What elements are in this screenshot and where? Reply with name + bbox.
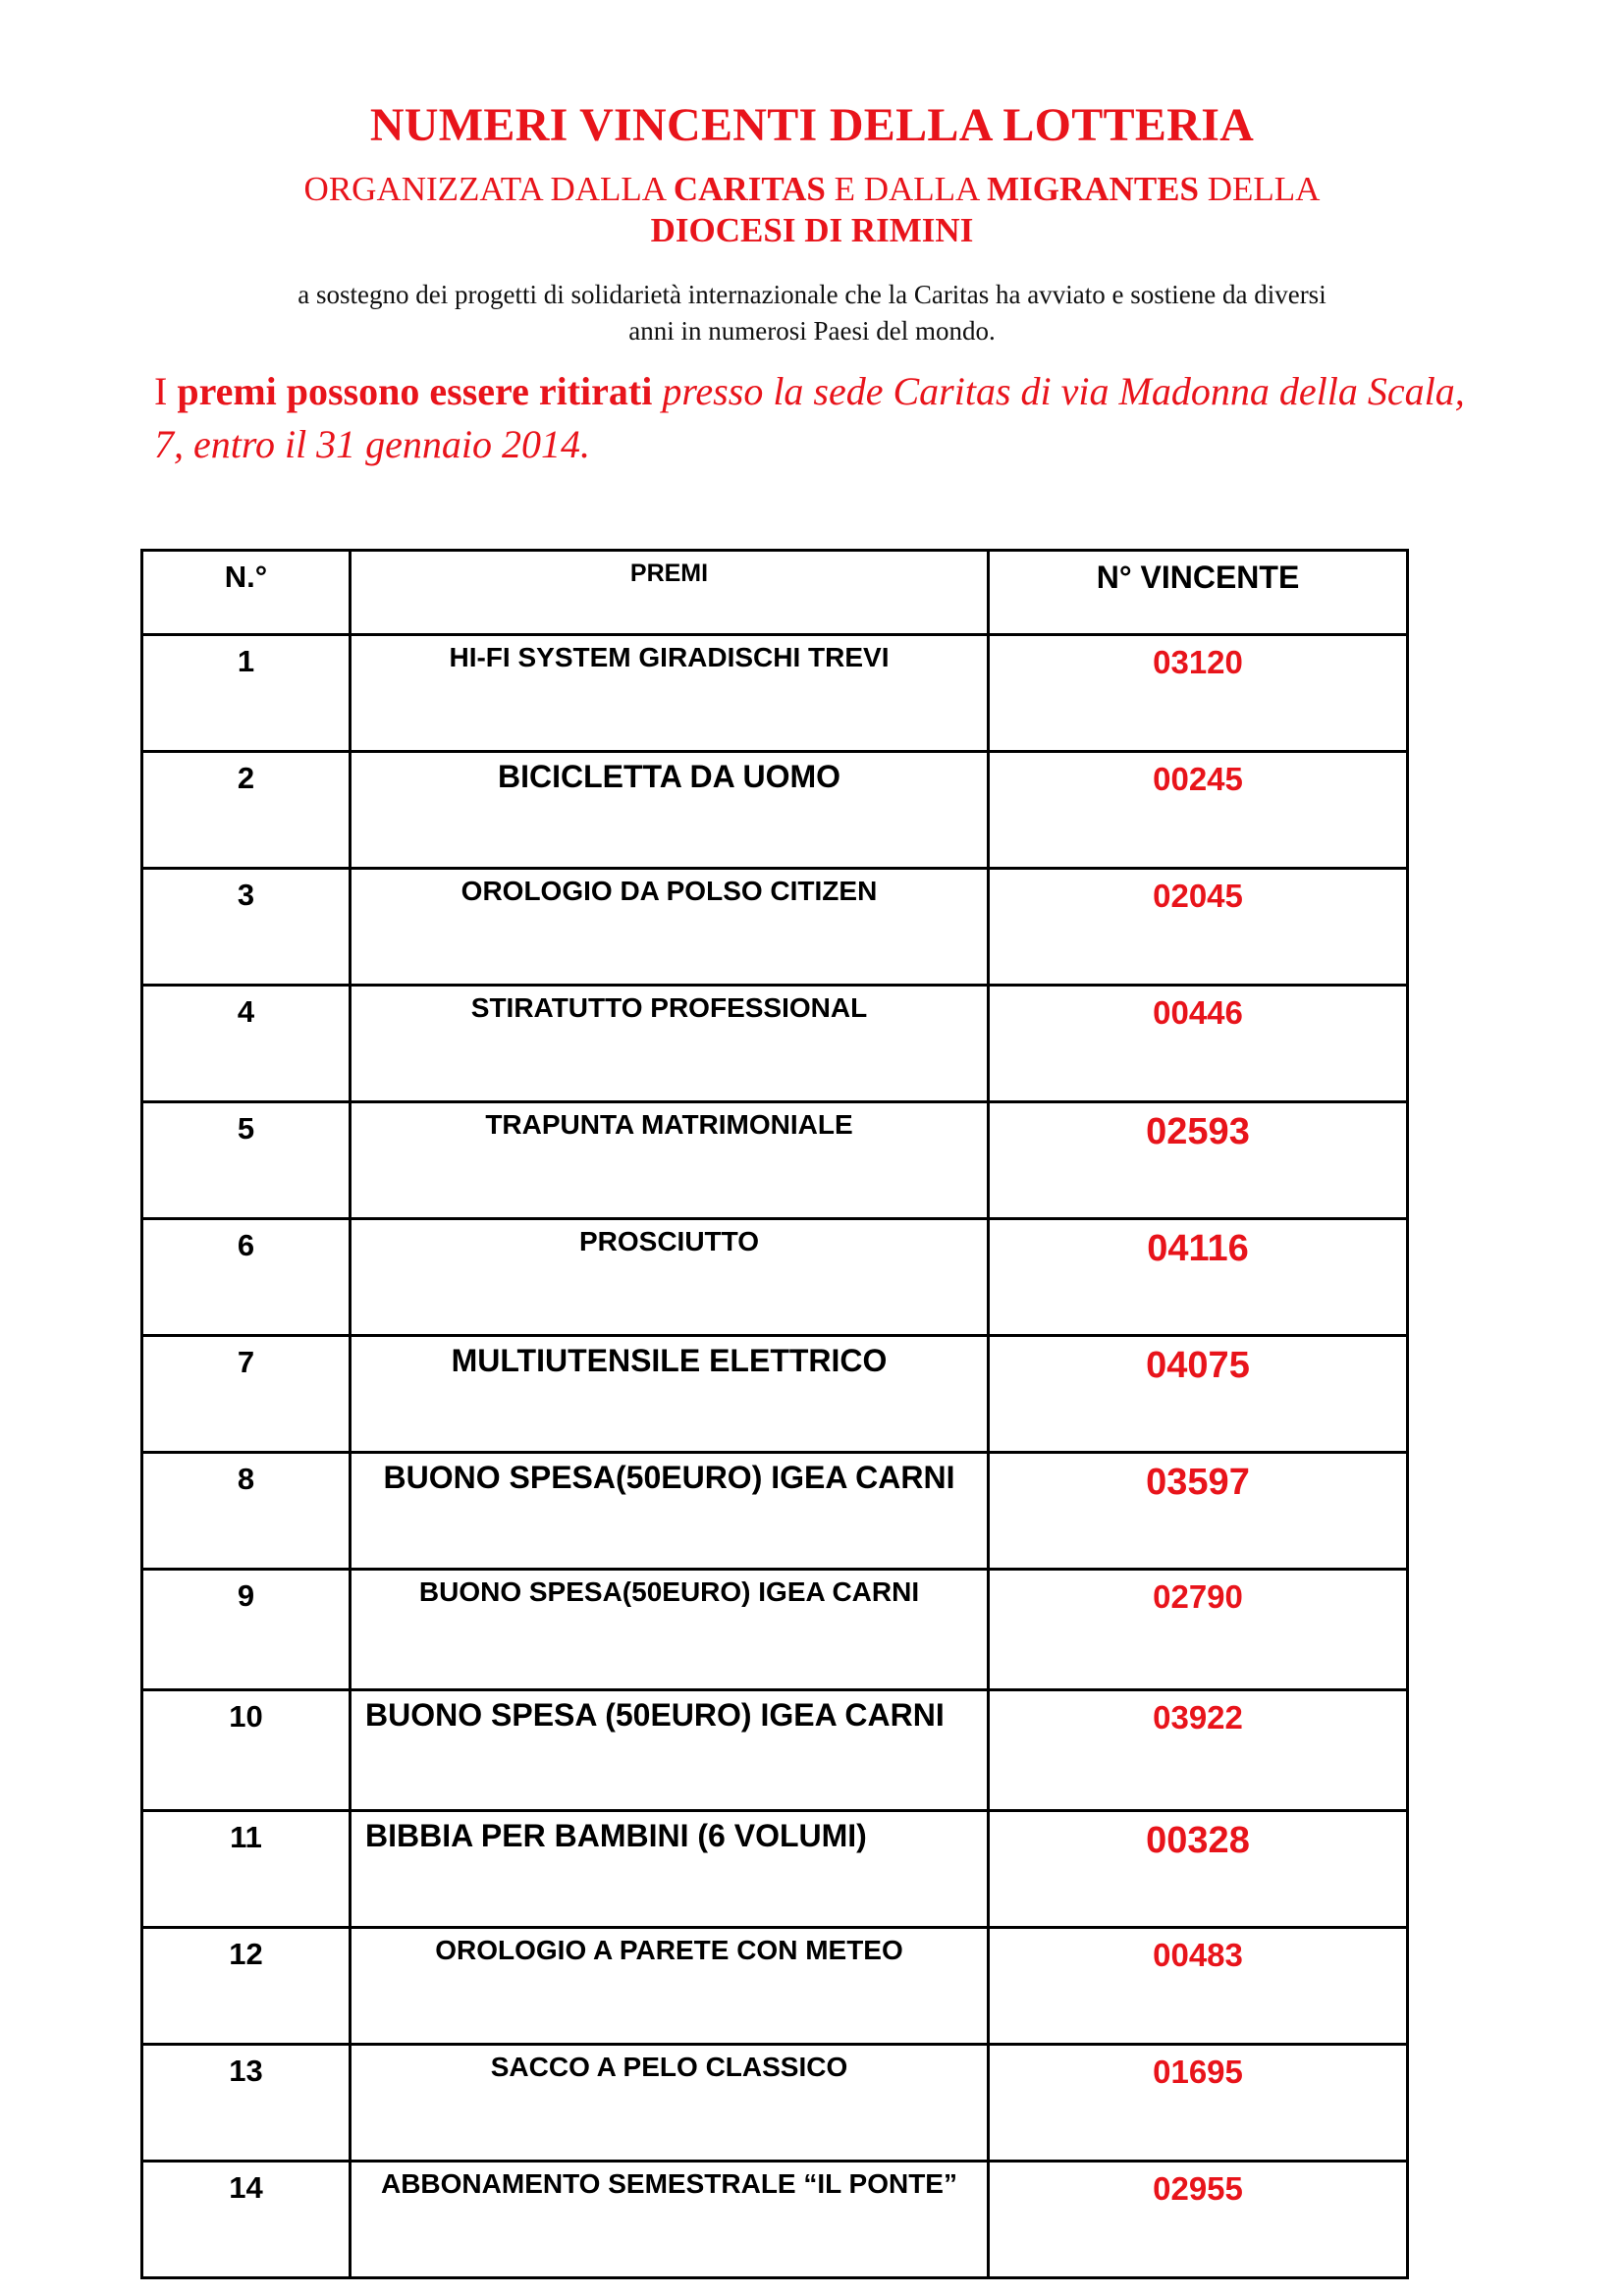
row-number: 3 [142, 869, 351, 986]
table-body [142, 635, 1408, 2278]
row-number: 6 [142, 1219, 351, 1336]
table-row [142, 1570, 1408, 1690]
row-prize: BIBBIA PER BAMBINI (6 VOLUMI) [351, 1811, 989, 1928]
row-prize: BUONO SPESA (50EURO) IGEA CARNI [351, 1690, 989, 1811]
header-prize: PREMI [351, 551, 989, 635]
row-number: 7 [142, 1336, 351, 1453]
table-row [142, 1219, 1408, 1336]
row-number: 1 [142, 635, 351, 752]
row-prize: BICICLETTA DA UOMO [351, 752, 989, 869]
header-winner: N° VINCENTE [989, 551, 1408, 635]
pickup-notice [154, 365, 1470, 471]
row-winning-number: 03922 [989, 1690, 1408, 1811]
row-number: 12 [142, 1928, 351, 2045]
row-number: 11 [142, 1811, 351, 1928]
pickup-bold: premi possono essere ritirati [177, 369, 653, 413]
row-winning-number: 00446 [989, 986, 1408, 1102]
row-number: 8 [142, 1453, 351, 1570]
row-prize: OROLOGIO DA POLSO CITIZEN [351, 869, 989, 986]
row-prize: PROSCIUTTO [351, 1219, 989, 1336]
subtitle-migrantes: MIGRANTES [987, 170, 1199, 208]
table-row [142, 869, 1408, 986]
row-prize: ABBONAMENTO SEMESTRALE “IL PONTE” [351, 2162, 989, 2278]
row-winning-number: 02593 [989, 1102, 1408, 1219]
table-row [142, 2045, 1408, 2162]
row-number: 9 [142, 1570, 351, 1690]
support-line-1: a sostegno dei progetti di solidarietà internazionale che la Caritas ha avviato e sostiene da diversi [298, 280, 1326, 309]
subtitle-line-2 [0, 210, 1624, 251]
row-number: 13 [142, 2045, 351, 2162]
table-row [142, 1453, 1408, 1570]
table-row [142, 1102, 1408, 1219]
pickup-italic: presso la sede Caritas di via Madonna della Scala, 7, entro il 31 gennaio 2014. [154, 369, 1465, 466]
row-number: 4 [142, 986, 351, 1102]
header-num: N.° [142, 551, 351, 635]
row-winning-number: 02955 [989, 2162, 1408, 2278]
table-row [142, 1928, 1408, 2045]
row-winning-number: 01695 [989, 2045, 1408, 2162]
row-winning-number: 02045 [989, 869, 1408, 986]
table-row [142, 986, 1408, 1102]
subtitle-diocese: DIOCESI DI RIMINI [650, 211, 974, 249]
row-number: 2 [142, 752, 351, 869]
support-line-2: anni in numerosi Paesi del mondo. [628, 316, 996, 346]
table-row [142, 1690, 1408, 1811]
document-subtitle [0, 169, 1624, 251]
table-row [142, 1336, 1408, 1453]
pickup-lead: I [154, 369, 178, 413]
row-winning-number: 03120 [989, 635, 1408, 752]
row-number: 5 [142, 1102, 351, 1219]
document-title: NUMERI VINCENTI DELLA LOTTERIA [369, 99, 1255, 151]
row-winning-number: 02790 [989, 1570, 1408, 1690]
table-row [142, 635, 1408, 752]
table-row [142, 752, 1408, 869]
subtitle-caritas: CARITAS [673, 170, 826, 208]
table-header-row [142, 551, 1408, 635]
subtitle-text-3: DELLA [1199, 170, 1321, 208]
support-text [167, 277, 1457, 349]
row-winning-number: 00328 [989, 1811, 1408, 1928]
row-number: 10 [142, 1690, 351, 1811]
row-winning-number: 03597 [989, 1453, 1408, 1570]
subtitle-text-2: E DALLA [825, 170, 988, 208]
row-prize: STIRATUTTO PROFESSIONAL [351, 986, 989, 1102]
row-prize: OROLOGIO A PARETE CON METEO [351, 1928, 989, 2045]
row-prize: HI-FI SYSTEM GIRADISCHI TREVI [351, 635, 989, 752]
row-prize: BUONO SPESA(50EURO) IGEA CARNI [351, 1570, 989, 1690]
row-prize: MULTIUTENSILE ELETTRICO [351, 1336, 989, 1453]
subtitle-line-1 [0, 169, 1624, 210]
row-prize: SACCO A PELO CLASSICO [351, 2045, 989, 2162]
subtitle-text-1: ORGANIZZATA DALLA [303, 170, 674, 208]
row-winning-number: 00483 [989, 1928, 1408, 2045]
row-prize: BUONO SPESA(50EURO) IGEA CARNI [351, 1453, 989, 1570]
row-winning-number: 04075 [989, 1336, 1408, 1453]
table-row [142, 1811, 1408, 1928]
table-row [142, 2162, 1408, 2278]
row-winning-number: 00245 [989, 752, 1408, 869]
row-number: 14 [142, 2162, 351, 2278]
row-winning-number: 04116 [989, 1219, 1408, 1336]
row-prize: TRAPUNTA MATRIMONIALE [351, 1102, 989, 1219]
prizes-table [140, 549, 1409, 2279]
